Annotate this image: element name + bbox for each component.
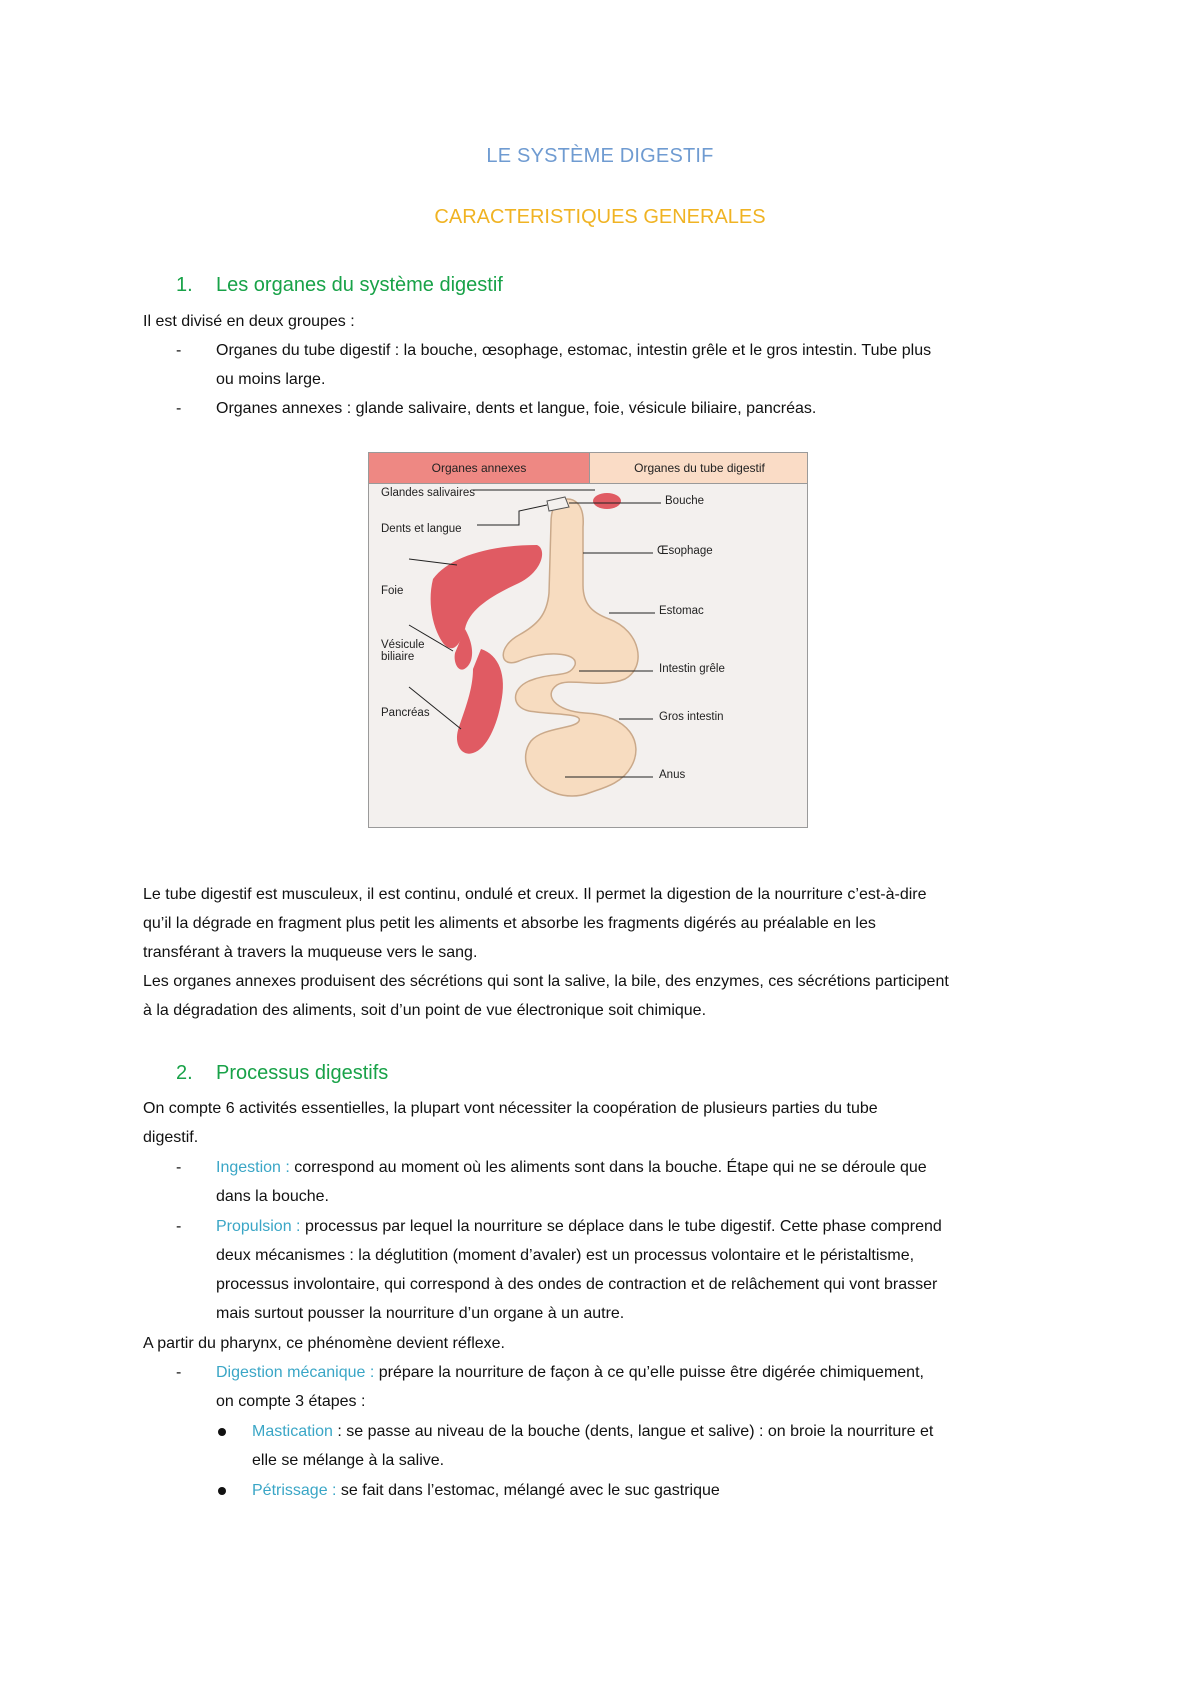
list-item-line: mais surtout pousser la nourriture d’un organe à un autre. — [216, 1305, 625, 1322]
paragraph-line: transférant à travers la muqueuse vers le sang. — [143, 944, 478, 961]
label-biliaire: biliaire — [381, 651, 415, 663]
paragraph-line: On compte 6 activités essentielles, la plupart vont nécessiter la coopération de plusieurs parties du tube — [143, 1100, 878, 1117]
label-glandes-salivaires: Glandes salivaires — [381, 487, 475, 499]
list-dash: - — [176, 1159, 182, 1176]
figure-header-tube: Organes du tube digestif — [590, 453, 808, 484]
list-dash: - — [176, 1218, 182, 1235]
section-2-heading — [176, 1062, 388, 1085]
section-1-heading — [176, 274, 503, 297]
document-title: LE SYSTÈME DIGESTIF — [486, 145, 714, 167]
list-dash: - — [176, 342, 182, 359]
term-propulsion: Propulsion : — [216, 1218, 301, 1235]
bullet-line: elle se mélange à la salive. — [252, 1452, 445, 1469]
section-2-title: Processus digestifs — [216, 1062, 389, 1084]
bullet-dot-icon — [218, 1428, 226, 1436]
list-dash: - — [176, 1364, 182, 1381]
paragraph-line: qu’il la dégrade en fragment plus petit les aliments et absorbe les fragments digérés au préalable en les — [143, 915, 876, 932]
label-vesicule: Vésicule — [381, 639, 425, 651]
section-2-number: 2. — [176, 1062, 193, 1084]
list-item-line: Digestion mécanique : prépare la nourriture de façon à ce qu’elle puisse être digérée chimiquement, — [216, 1364, 924, 1381]
list-item-line: dans la bouche. — [216, 1188, 329, 1205]
label-anus: Anus — [659, 769, 686, 781]
label-pancreas: Pancréas — [381, 707, 430, 719]
label-foie: Foie — [381, 585, 404, 597]
paragraph-line: Les organes annexes produisent des sécrétions qui sont la salive, la bile, des enzymes, ces sécrétions participent — [143, 973, 949, 990]
paragraph-line: Le tube digestif est musculeux, il est continu, ondulé et creux. Il permet la digestion de la nourriture c’est-à-dire — [143, 886, 927, 903]
label-intestin-grele: Intestin grêle — [659, 663, 725, 675]
pharynx-line: A partir du pharynx, ce phénomène devient réflexe. — [143, 1335, 505, 1352]
term-mastication: Mastication — [252, 1423, 333, 1440]
digestive-system-figure — [368, 452, 808, 828]
section-1-number: 1. — [176, 274, 193, 296]
list-item-line: Organes annexes : glande salivaire, dents et langue, foie, vésicule biliaire, pancréas. — [216, 400, 817, 417]
section-1-title: Les organes du système digestif — [216, 274, 503, 296]
list-item-line: Ingestion : correspond au moment où les aliments sont dans la bouche. Étape qui ne se déroule que — [216, 1159, 927, 1176]
list-item-line: on compte 3 étapes : — [216, 1393, 366, 1410]
section-2-intro — [143, 1094, 1083, 1152]
label-estomac: Estomac — [659, 605, 704, 617]
list-item-line: Propulsion : processus par lequel la nourriture se déplace dans le tube digestif. Cette phase comprend — [216, 1218, 942, 1235]
paragraph-line: à la dégradation des aliments, soit d’un point de vue électronique soit chimique. — [143, 1002, 707, 1019]
list-item-line: Organes du tube digestif : la bouche, œsophage, estomac, intestin grêle et le gros intestin. Tube plus — [216, 342, 932, 359]
list-item-line: deux mécanismes : la déglutition (moment d’avaler) est un processus volontaire et le péristaltisme, — [216, 1247, 915, 1264]
bullet-line: Mastication : se passe au niveau de la bouche (dents, langue et salive) : on broie la nourriture et — [252, 1423, 934, 1440]
label-gros-intestin: Gros intestin — [659, 711, 724, 723]
paragraph-line: digestif. — [143, 1129, 199, 1146]
label-dents-langue: Dents et langue — [381, 523, 462, 535]
document-subtitle: CARACTERISTIQUES GENERALES — [434, 206, 766, 228]
list-item-line: ou moins large. — [216, 371, 326, 388]
term-petrissage: Pétrissage : — [252, 1482, 337, 1499]
label-oesophage: Œsophage — [657, 545, 713, 557]
list-item-line: processus involontaire, qui correspond à des ondes de contraction et de relâchement qui vont brasser — [216, 1276, 938, 1293]
salivary-gland-shape — [593, 493, 621, 509]
digestive-diagram — [369, 453, 808, 828]
list-dash: - — [176, 400, 182, 417]
body-paragraph — [143, 880, 1083, 1025]
bullet-dot-icon — [218, 1487, 226, 1495]
section-1-intro: Il est divisé en deux groupes : — [143, 313, 355, 330]
bullet-line: Pétrissage : se fait dans l’estomac, mélangé avec le suc gastrique — [252, 1482, 720, 1499]
term-ingestion: Ingestion : — [216, 1159, 290, 1176]
term-digestion-mecanique: Digestion mécanique : — [216, 1364, 375, 1381]
digestive-tube-shape — [503, 499, 638, 796]
figure-header-annexes: Organes annexes — [369, 453, 590, 484]
label-bouche: Bouche — [665, 495, 705, 507]
